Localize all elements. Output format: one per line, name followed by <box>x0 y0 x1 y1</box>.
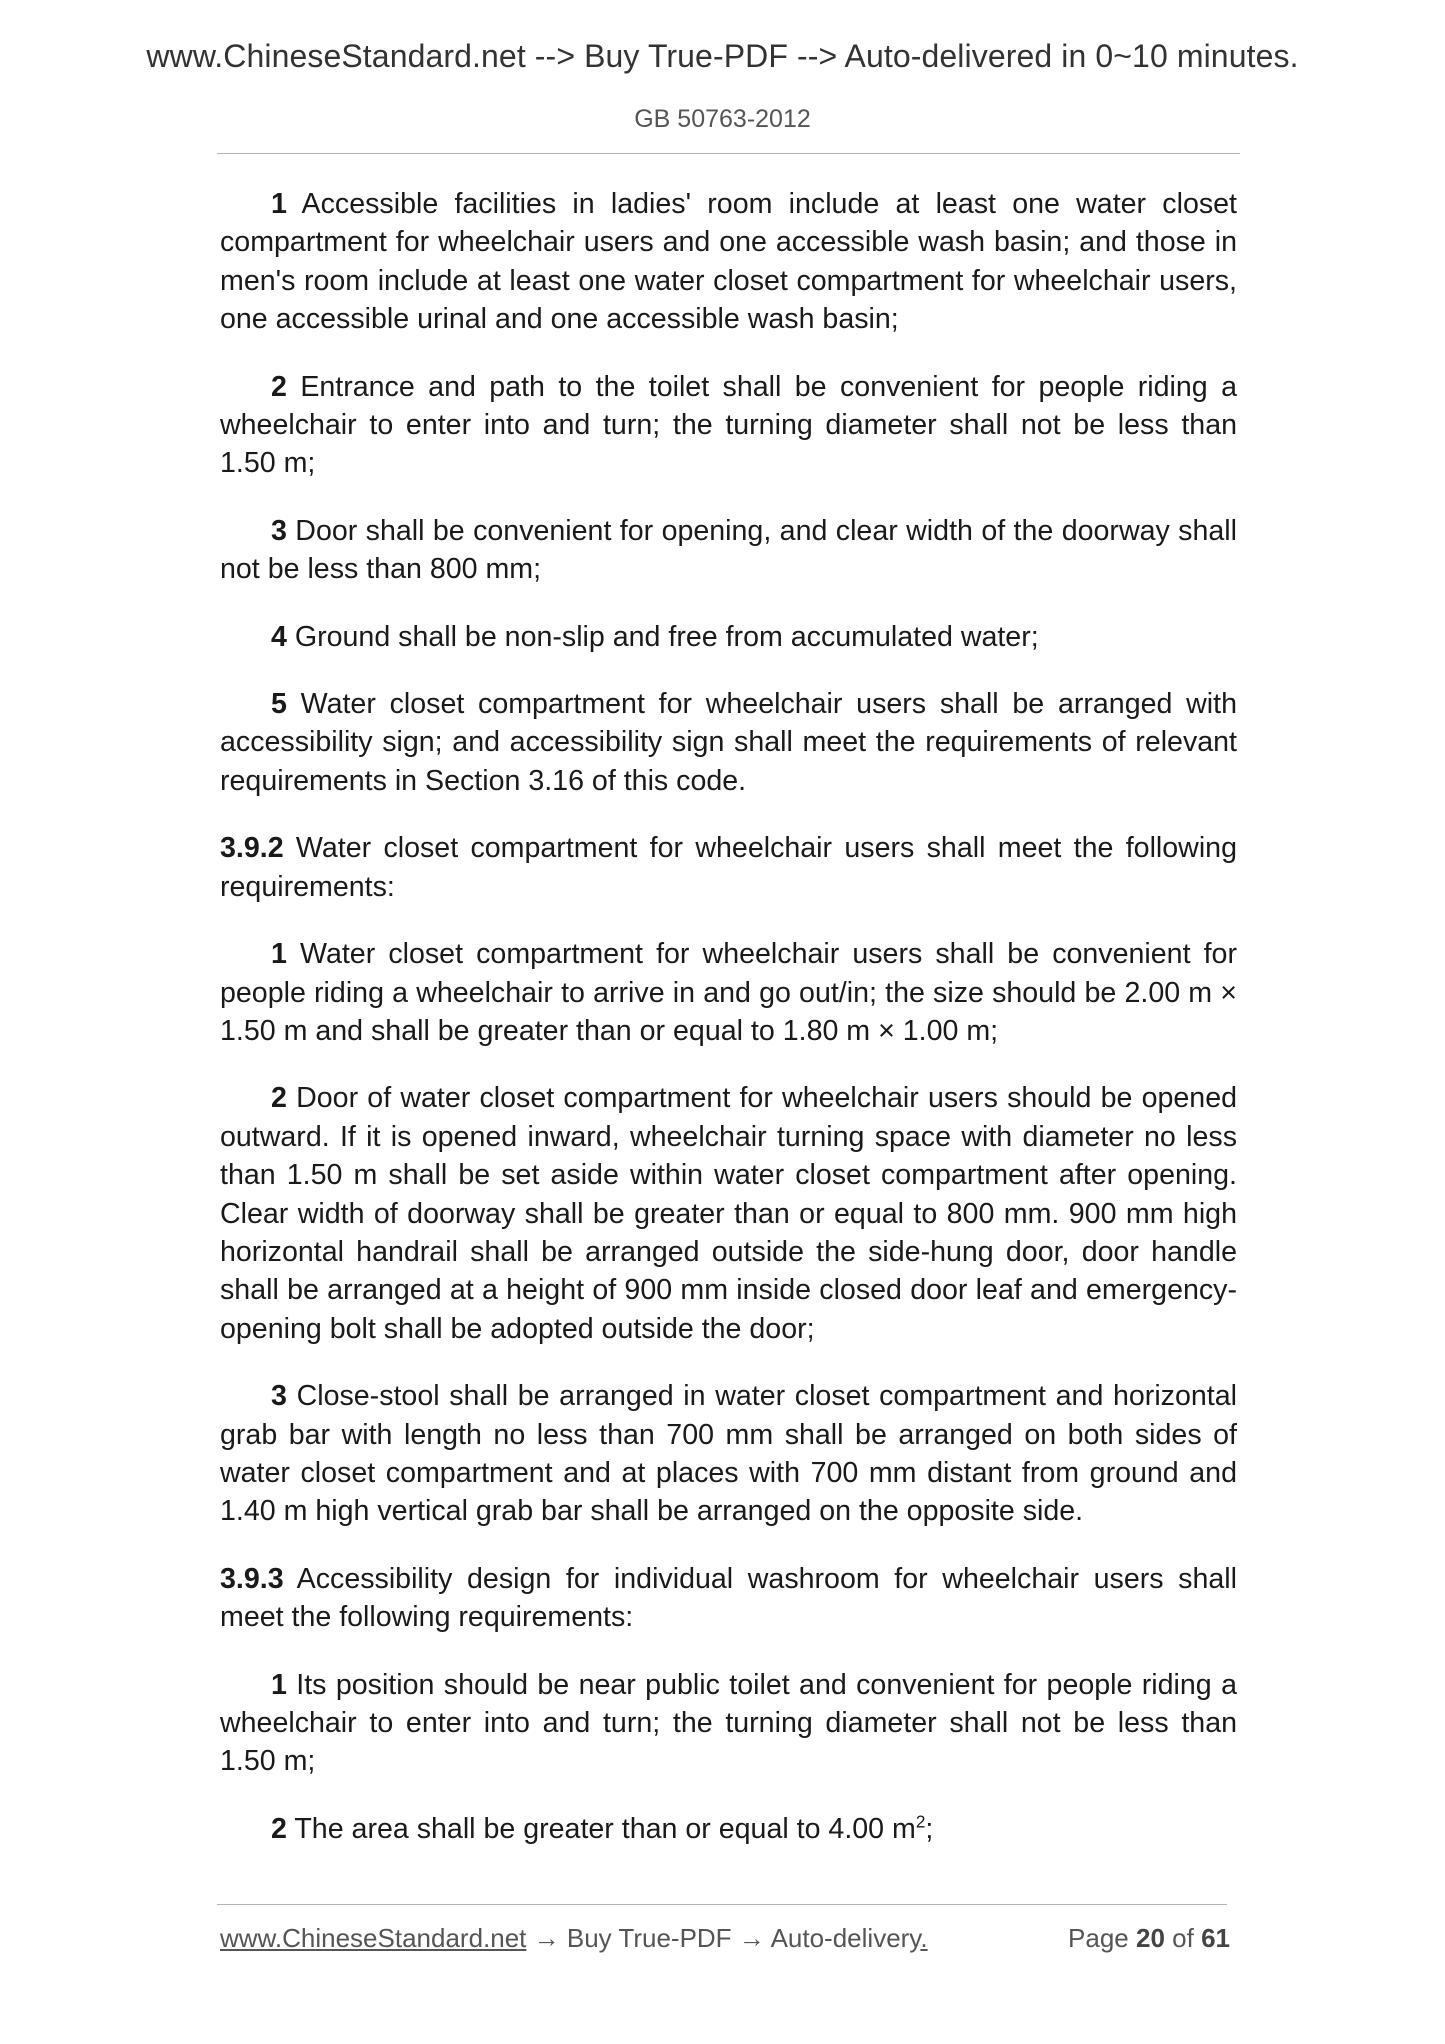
page-counter <box>1068 1923 1230 1954</box>
clause-text-end: ; <box>925 1812 934 1845</box>
clause-3-9-2-item-3 <box>220 1377 1237 1531</box>
clause-text: Door shall be convenient for opening, and clear width of the doorway shall not be less than 800 mm; <box>220 514 1237 586</box>
clause-number: 3 <box>271 1380 287 1413</box>
clause-number: 2 <box>271 1812 287 1845</box>
footer-promo <box>220 1923 928 1954</box>
footer-divider <box>217 1904 1227 1905</box>
standard-number: GB 50763-2012 <box>634 105 811 133</box>
section-3-9-2 <box>220 829 1237 906</box>
clause-text: Ground shall be non-slip and free from accumulated water; <box>286 620 1039 653</box>
clause-text: Accessible facilities in ladies' room include at least one water closet compartment for wheelchair users and one accessible wash basin; and those in men's room include at least one water closet compartment for wheelchair users, one accessible urinal and one accessible wash basin; <box>220 188 1237 336</box>
clause-number: 2 <box>271 1082 287 1115</box>
of-label: of <box>1172 1923 1194 1953</box>
clause-text: The area shall be greater than or equal to 4.00 m <box>286 1812 916 1845</box>
section-3-9-3 <box>220 1560 1237 1637</box>
clause-3-9-2-item-1 <box>220 935 1237 1050</box>
page-current: 20 <box>1136 1923 1165 1953</box>
section-number: 3.9.2 <box>220 832 284 865</box>
clause-item-3 <box>220 512 1237 589</box>
clause-text: Its position should be near public toilet and convenient for people riding a wheelchair to enter into and turn; the turning diameter shall not be less than 1.50 m; <box>220 1668 1237 1778</box>
clause-number: 3 <box>271 514 287 547</box>
section-number: 3.9.3 <box>220 1562 284 1595</box>
section-text: Accessibility design for individual washroom for wheelchair users shall meet the following requirements: <box>220 1562 1237 1634</box>
clause-number: 4 <box>271 620 287 653</box>
footer-dot: . <box>920 1923 928 1953</box>
clause-text: Entrance and path to the toilet shall be convenient for people riding a wheelchair to enter into and turn; the turning diameter shall not be less than 1.50 m; <box>220 370 1237 480</box>
clause-number: 1 <box>271 938 287 971</box>
clause-number: 5 <box>271 688 287 721</box>
footer-site-link[interactable]: www.ChineseStandard.net <box>220 1923 527 1953</box>
clause-item-4 <box>220 618 1237 656</box>
clause-text: Water closet compartment for wheelchair users shall be arranged with accessibility sign; and accessibility sign shall meet the requirements of relevant requirements in Section 3.16 of this code. <box>220 688 1237 797</box>
clause-number: 2 <box>271 370 287 403</box>
clause-text: Door of water closet compartment for wheelchair users should be opened outward. If it is opened inward, wheelchair turning space with diameter no less than 1.50 m shall be set aside within water closet compartment after opening. Clear width of doorway shall be greater than or equal to 800 mm. 900 mm high horizontal handrail shall be arranged outside the side-hung door, door handle shall be arranged at a height of 900 mm inside closed door leaf and emergency-opening bolt shall be adopted outside the door; <box>220 1082 1237 1345</box>
clause-item-1 <box>220 185 1237 339</box>
clause-item-5 <box>220 685 1237 800</box>
superscript: 2 <box>915 1811 926 1832</box>
clause-text: Water closet compartment for wheelchair users shall be convenient for people riding a wheelchair to arrive in and go out/in; the size should be 2.00 m × 1.50 m and shall be greater than or equal to 1.80 m × 1.00 m; <box>220 938 1237 1047</box>
header-divider <box>217 153 1240 154</box>
page-body <box>220 185 1237 1877</box>
clause-3-9-3-item-2 <box>220 1810 1237 1848</box>
clause-3-9-2-item-2 <box>220 1079 1237 1348</box>
clause-number: 1 <box>271 1668 287 1701</box>
clause-3-9-3-item-1 <box>220 1666 1237 1781</box>
page-total: 61 <box>1201 1923 1230 1953</box>
clause-text: Close-stool shall be arranged in water closet compartment and horizontal grab bar with length no less than 700 mm shall be arranged on both sides of water closet compartment and at places with 700 mm distant from ground and 1.40 m high vertical grab bar shall be arranged on the opposite side. <box>220 1380 1237 1528</box>
header-banner: www.ChineseStandard.net --> Buy True-PDF --> Auto-delivered in 0~10 minutes. <box>146 38 1299 74</box>
clause-item-2 <box>220 368 1237 483</box>
section-text: Water closet compartment for wheelchair users shall meet the following requirements: <box>220 832 1237 903</box>
clause-number: 1 <box>271 188 287 220</box>
footer-promo-text: → Buy True-PDF → Auto-delivery <box>526 1923 921 1953</box>
page-label: Page <box>1068 1923 1129 1953</box>
